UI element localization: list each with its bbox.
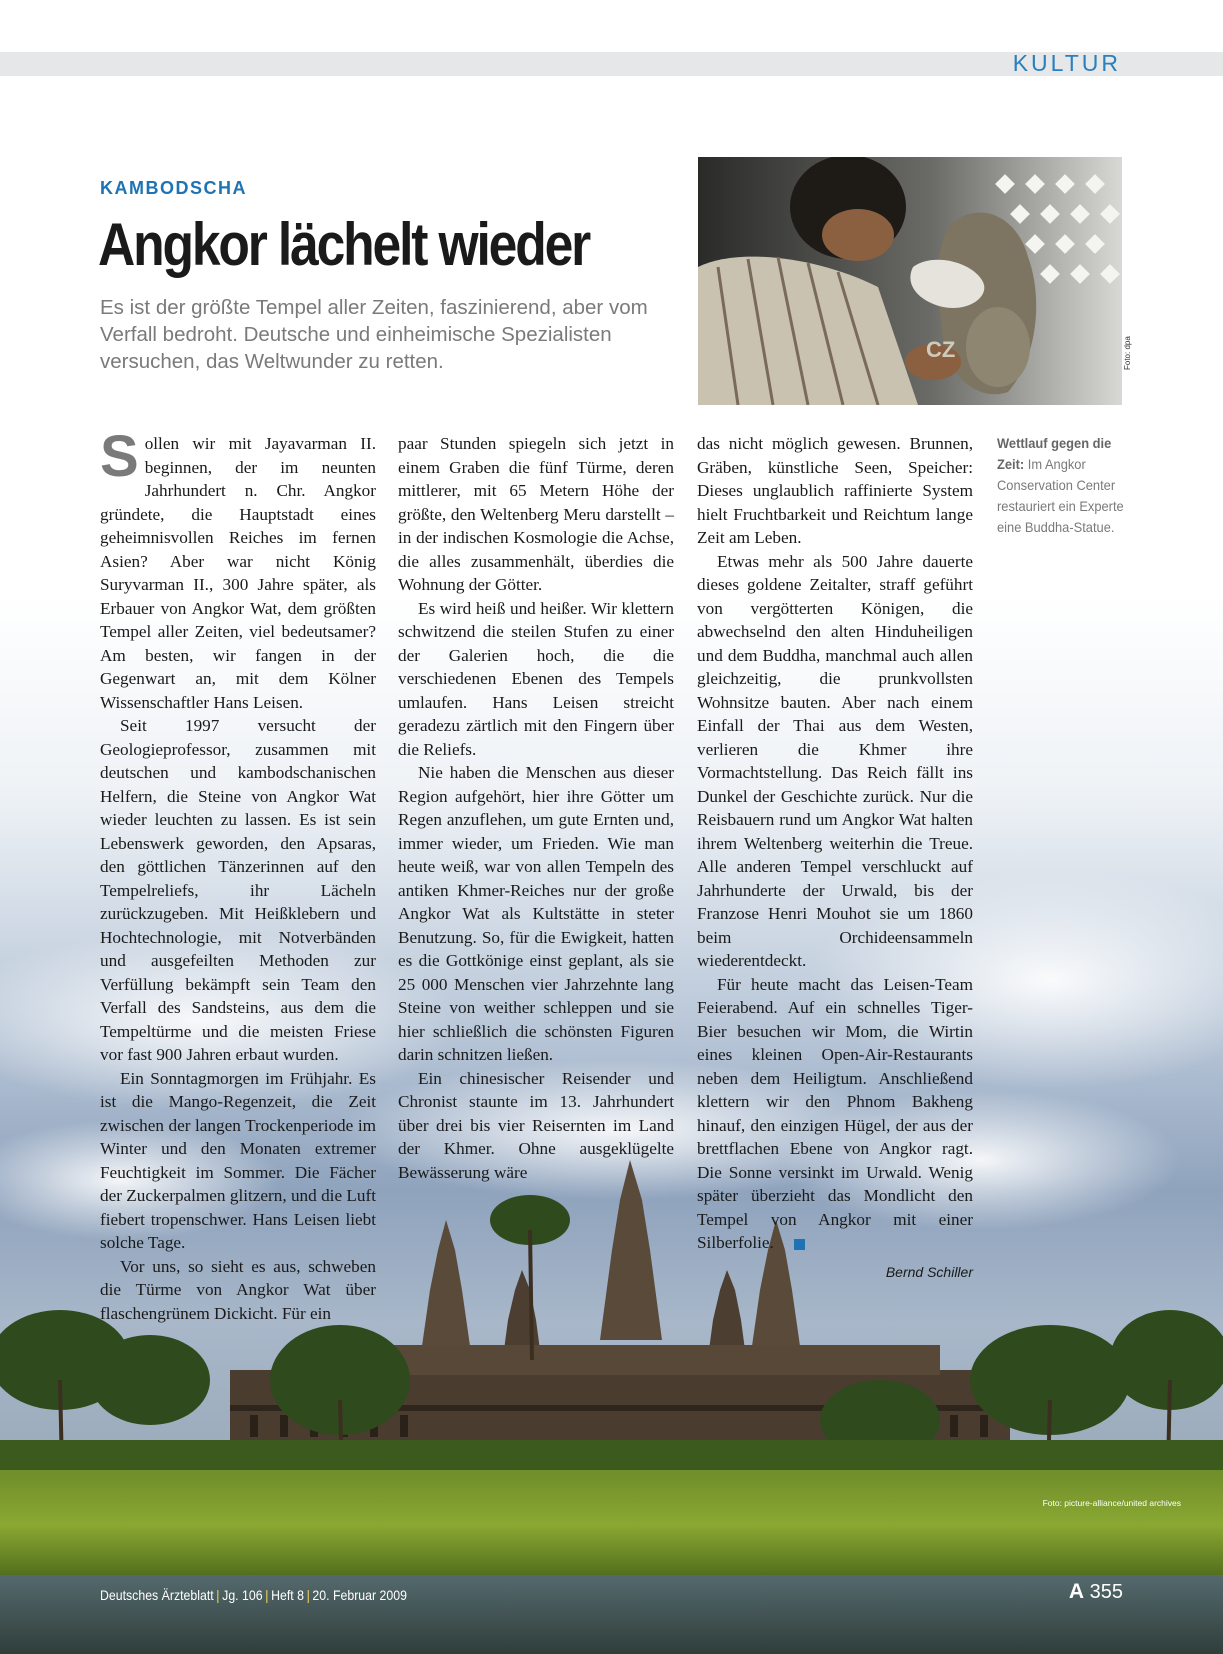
photo-credit: Foto: dpa — [1123, 336, 1132, 370]
paragraph: paar Stunden spiegeln sich jetzt in einem Graben die fünf Türme, deren mittlerer, mit 65 Metern Höhe der größte, den Weltenberg Meru darstellt – in der indischen Kosmologie die Achse, die alles zusammenhält, überdies die Wohnung der Götter. — [398, 434, 674, 594]
svg-text:CZ: CZ — [926, 337, 956, 362]
paragraph: Für heute macht das Leisen-Team Feierabend. Auf ein schnelles Tiger-Bier besuchen wir Mom, die Wirtin eines kleinen Open-Air-Restaurants neben dem Heiligtum. Anschließend klettern wir den Phnom Bakheng hinauf, den einzigen Hügel, der aus der brettflachen Ebene von Angkor ragt. Die Sonne versinkt im Urwald. Wenig später überzieht das Mondlicht den Tempel von Angkor mit einer Silberfolie. — [697, 974, 973, 1252]
end-mark-icon — [794, 1239, 805, 1250]
caption-text: Im Angkor Conservation Center restauriert ein Experte eine Buddha-Statue. — [997, 456, 1124, 535]
restoration-photo — [698, 157, 1122, 405]
drop-cap: S — [100, 424, 139, 489]
article-column-2 — [398, 432, 674, 1184]
paragraph: Etwas mehr als 500 Jahre dauerte dieses goldene Zeitalter, straff geführt von vergötterten Königen, die abwechselnd den alten Hinduheiligen und dem Buddha, manchmal auch allen gleichzeitig, die prunkvollsten Wohnsitze bauten. Aber nach einem Einfall der Thai aus dem Westen, verlieren die Khmer ihre Vormachtstellung. Das Reich fällt ins Dunkel der Geschichte zurück. Nur die Reisbauern rund um Angkor Wat halten ihrem Weltenberg weiterhin die Treue. Alle anderen Tempel verschluckt auf Jahrhunderte der Urwald, bis der Franzose Henri Mouhot sie um 1860 beim Orchideensammeln wiederentdeckt. — [697, 551, 973, 970]
article-deck: Es ist der größte Tempel aller Zeiten, faszinierend, aber vom Verfall bedroht. Deutsche und einheimische Spezialisten versuchen, das Weltwunder zu retten. — [100, 296, 648, 373]
paragraph: das nicht möglich gewesen. Brunnen, Gräben, künstliche Seen, Speicher: Dieses unglaublich raffinierte System hielt Fruchtbarkeit und Reichtum lange Zeit am Leben. — [697, 434, 973, 547]
caption-lead: Wettlauf gegen die Zeit: — [997, 435, 1112, 472]
author-byline: Bernd Schiller — [885, 1263, 973, 1280]
paragraph: Seit 1997 versucht der Geologieprofessor, zusammen mit deutschen und kambodschanischen Helfern, die Steine von Angkor Wat wieder leuchten zu lassen. Es ist sein Lebenswerk geworden, den Apsaras, den göttlichen Tänzerinnen auf den Tempelreliefs, ihr Lächeln zurückzugeben. Mit Heißklebern und Hochtechnologie, mit Notverbänden und ausgefeilten Methoden zur Verfüllung bekämpft sein Team den Verfall des Sandsteins, aus dem die Tempeltürme und die meisten Friese vor fast 900 Jahren erbaut wurden. — [100, 716, 376, 1064]
paragraph: Es wird heiß und heißer. Wir klettern schwitzend die steilen Stufen zu einer der Galerien hoch, die die verschiedenen Ebenen des Tempels umlaufen. Hans Leisen streicht geradezu zärtlich mit den Fingern über die Reliefs. — [398, 598, 674, 759]
article-column-1 — [100, 424, 376, 1325]
article-title: Angkor lächelt wieder — [98, 211, 590, 278]
paragraph: Nie haben die Menschen aus dieser Region aufgehört, hier ihre Götter um Regen anzuflehen, um gute Ernten und, immer wieder, um Frieden. Wie man heute weiß, war von allen Tempeln des antiken Khmer-Reiches nur der große Angkor Wat als Kultstätte in steter Benutzung. So, für die Ewigkeit, hatten es die Gottkönige einst geplant, als sie 25 000 Menschen vier Jahrzehnte lang Steine von weither schleppen und sie hier schließlich die schönsten Figuren darin schnitzen ließen. — [398, 763, 674, 1064]
background-photo-credit: Foto: picture-alliance/united archives — [1042, 1498, 1181, 1508]
article-column-3 — [697, 432, 973, 1284]
footer-citation: Deutsches Ärzteblatt | Jg. 106 | Heft 8 | 20. Februar 2009 — [100, 1587, 407, 1603]
paragraph: Ein Sonntagmorgen im Frühjahr. Es ist die Mango-Regenzeit, die Zeit zwischen der langen Trockenperiode im Winter und den Monaten extremer Feuchtigkeit im Sommer. Die Fächer der Zuckerpalmen glitzern, und die Luft fiebert tropenschwer. Hans Leisen liebt solche Tage. — [100, 1068, 376, 1252]
section-label: KULTUR — [1012, 50, 1121, 76]
page-number: A 355 — [1068, 1580, 1123, 1603]
paragraph: Sollen wir mit Jayavarman II. beginnen, der im neunten Jahrhundert n. Chr. Angkor gründete, die Hauptstadt eines geheimnisvollen Reiches im fernen Asien? Aber war nicht König Suryvarman II., 300 Jahre später, als Erbauer von Angkor Wat, dem größten Tempel aller Zeiten, viel bedeutsamer? Am besten, wir fangen in der Gegenwart an, mit dem Kölner Wissenschaftler Hans Leisen. — [100, 424, 376, 712]
paragraph: Ein chinesischer Reisender und Chronist staunte im 13. Jahrhundert über drei bis vier Reisernten im Land der Khmer. Ohne ausgeklügelte Bewässerung wäre — [398, 1068, 674, 1182]
paragraph: Vor uns, so sieht es aus, schweben die Türme von Angkor Wat über flaschengrünem Dickicht. Für ein — [100, 1256, 376, 1323]
article-kicker: KAMBODSCHA — [100, 178, 247, 198]
photo-caption — [997, 433, 1135, 538]
